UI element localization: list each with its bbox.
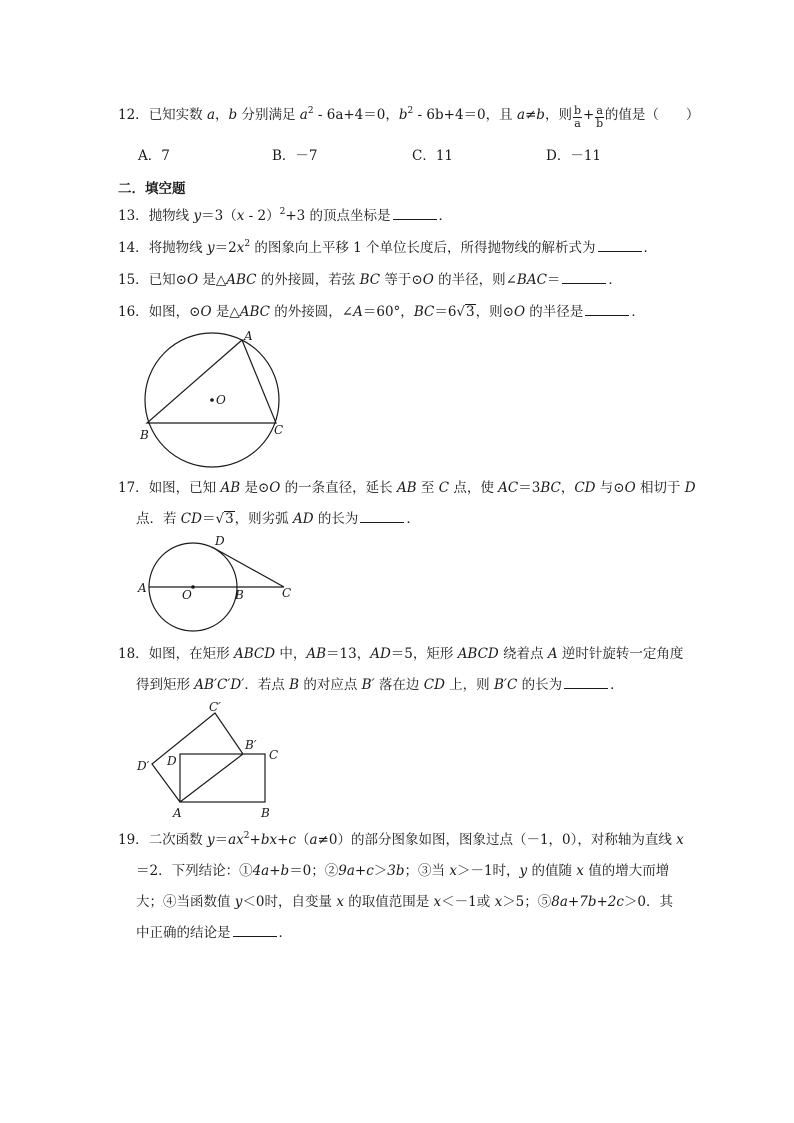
center-dot [210,398,214,402]
question-19-line-2: ＝2．下列结论：①4a+b＝0；②9a+c＞3b；③当 x＞－1时，y 的值随 x 值的增大而增 [136,863,670,879]
answer-blank[interactable] [360,510,404,523]
label-C1: C′ [209,700,221,714]
figure-17-tangent [132,532,302,602]
question-12: 12．已知实数 a，b 分别满足 $a^2 - 6a+4=0$，$b^2 - 6b+4=0$，且 a≠b，则 $\frac{b}{a}$ + $\frac{a}{b}$ 的值是（ ） [118,104,700,130]
figure-18-rotated-rectangle [130,696,290,822]
label-B: B [235,588,244,602]
label-A: A [244,329,253,343]
label-C: C [274,423,284,437]
question-18-line-1: 18．如图，在矩形 ABCD 中，AB＝13，AD＝5，矩形 ABCD 绕着点 A 逆时针旋转一定角度 [118,646,684,662]
label-B1: B′ [245,738,257,752]
figure-16-circle-triangle [130,330,300,450]
label-B: B [261,806,270,820]
rectangle-ab1c1d1 [152,713,243,802]
label-B: B [140,428,149,442]
question-13: 13．抛物线 y＝3（x - 2）$^2$+3 的顶点坐标是 ． [118,207,453,224]
sqrt-symbol: √ [456,304,466,320]
answer-blank[interactable] [393,207,437,220]
question-19-line-1: 19．二次函数 $y=ax^2+bx+c(a\ne 0)$的部分图象如图，图象过点（－1，0），对称轴为直线 x [118,831,684,848]
question-19-line-3: 大；④当函数值 y＜0时，自变量 x 的取值范围是 x＜－1或 x＞5；⑤8a+7b+2c＞0．其 [136,894,674,910]
label-A: A [138,581,147,595]
label-O: O [182,588,192,602]
fraction-b-over-a: $\frac{b}{a}$ [573,104,581,130]
fraction-a-over-b: $\frac{a}{b}$ [596,104,604,130]
question-18-line-2: 得到矩形 AB′C′D′．若点 B 的对应点 B′ 落在边 CD 上，则 B′C 的长为 ． [136,677,624,693]
answer-blank[interactable] [564,676,608,689]
label-D1: D′ [137,759,150,773]
label-O: O [216,393,226,407]
question-16: 16．如图，⊙O 是△ABC 的外接圆，∠A＝60°，BC＝6√3，则⊙O 的半径是 ． [118,304,645,320]
label-C: C [269,748,279,762]
label-C: C [282,586,292,600]
line-cd [212,547,284,587]
label-D: D [167,754,177,768]
question-19-line-4: 中正确的结论是 ． [136,925,292,941]
section-title: 二．填空题 [118,181,186,197]
answer-blank[interactable] [598,239,642,252]
answer-blank[interactable] [562,271,606,284]
question-14: 14．将抛物线 $y=2x^2$ 的图象向上平移 1 个单位长度后，所得抛物线的解析式为 ． [118,239,658,256]
option-d: D．－11 [546,148,602,164]
answer-blank[interactable] [233,924,277,937]
question-17-line-2: 点．若 CD＝√3，则劣弧 AD 的长为 ． [136,511,420,527]
label-D: D [215,534,225,548]
sqrt-symbol: √ [215,511,225,527]
label-A: A [173,806,182,820]
question-15: 15．已知⊙O 是△ABC 的外接圆，若弦 BC 等于⊙O 的半径，则∠BAC＝ ． [118,272,622,288]
answer-blank[interactable] [585,303,629,316]
rectangle-abcd [180,754,265,802]
triangle-abc [147,340,276,423]
option-b: B．－7 [272,148,318,164]
question-17-line-1: 17．如图，已知 AB 是⊙O 的一条直径，延长 AB 至 C 点，使 AC＝3BC，CD 与⊙O 相切于 D [118,480,696,496]
option-c: C．11 [412,148,454,164]
option-a: A．7 [138,148,170,164]
